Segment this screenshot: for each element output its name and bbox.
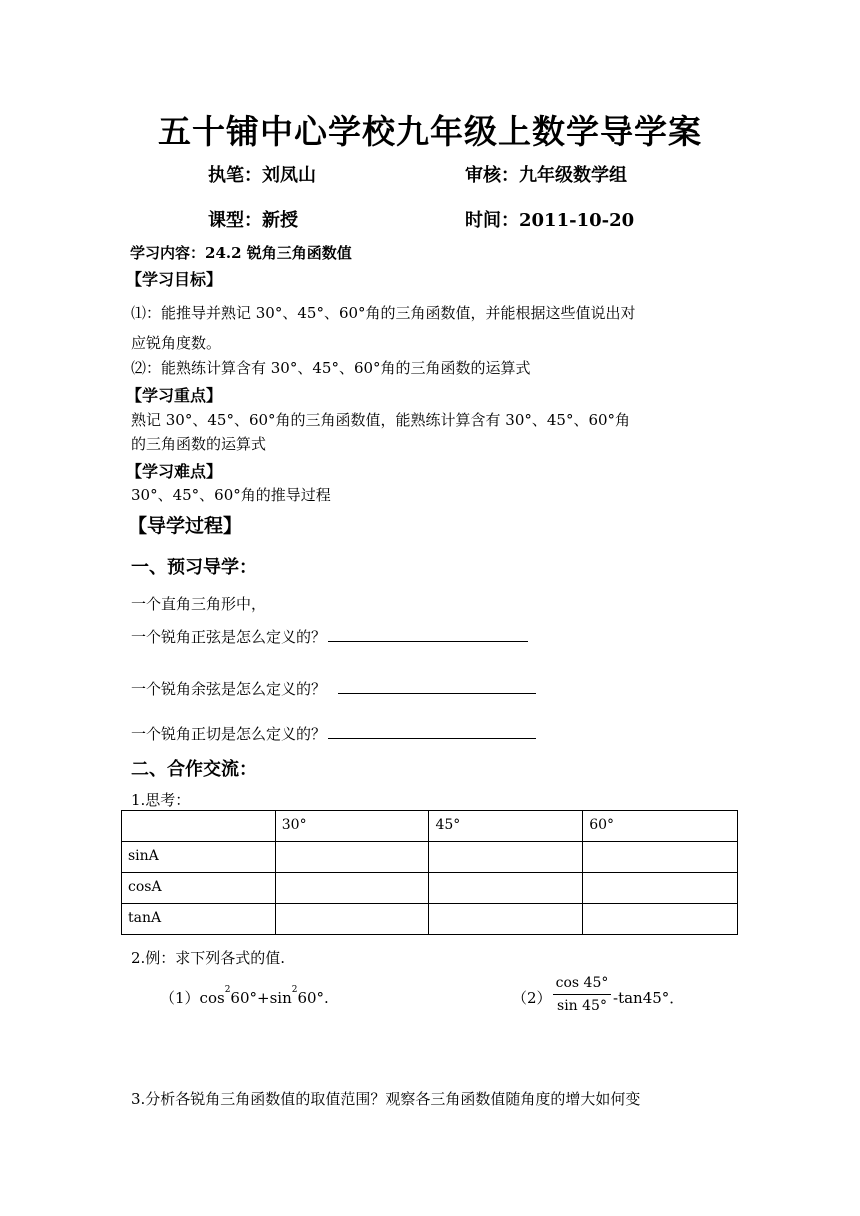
date: 时间：2011-10-20 xyxy=(465,210,635,231)
question-cosine xyxy=(131,678,536,699)
table-cell[interactable] xyxy=(275,873,429,904)
table-cell[interactable] xyxy=(429,904,583,935)
process-heading: 【导学过程】 xyxy=(128,515,243,537)
table-cell[interactable] xyxy=(429,842,583,873)
table-header-cell xyxy=(122,811,276,842)
key-points-heading: 【学习重点】 xyxy=(126,386,223,405)
superscript: 2 xyxy=(224,985,231,995)
question-3: 3.分析各锐角三角函数值的取值范围？观察各三角函数值随角度的增大如何变 xyxy=(131,1090,641,1108)
row-label-tan: tanA xyxy=(122,904,276,935)
table-row xyxy=(122,904,738,935)
question-cosine-label: 一个锐角余弦是怎么定义的？ xyxy=(131,680,327,698)
think-label: 1.思考： xyxy=(131,791,191,809)
goal-item-2: ⑵：能熟练计算含有 30°、45°、60°角的三角函数的运算式 xyxy=(131,359,531,377)
question-sine xyxy=(131,626,528,647)
table-header-row xyxy=(122,811,738,842)
example-2-suffix: -tan45°． xyxy=(613,989,685,1007)
answer-blank-cosine[interactable] xyxy=(338,679,536,694)
fraction-numerator: cos 45° xyxy=(555,975,609,991)
lesson-type: 课型：新授 xyxy=(208,210,298,231)
author: 执笔：刘凤山 xyxy=(208,165,316,186)
table-cell[interactable] xyxy=(275,842,429,873)
difficulties-line: 30°、45°、60°角的推导过程 xyxy=(131,486,331,504)
example-1-text: （1）cos xyxy=(160,989,225,1007)
question-sine-label: 一个锐角正弦是怎么定义的？ xyxy=(131,628,327,646)
fraction-bar xyxy=(553,994,611,995)
key-points-line-1: 熟记 30°、45°、60°角的三角函数值，能熟练计算含有 30°、45°、60°角 xyxy=(131,411,631,429)
goals-heading: 【学习目标】 xyxy=(126,270,223,289)
table-header-cell: 30° xyxy=(275,811,429,842)
answer-blank-tangent[interactable] xyxy=(328,724,536,739)
difficulties-heading: 【学习难点】 xyxy=(126,462,223,481)
key-points-line-2: 的三角函数的运算式 xyxy=(131,435,267,453)
trig-values-table xyxy=(121,810,738,935)
example-1-text: 60°+sin xyxy=(230,989,292,1007)
section-1-intro: 一个直角三角形中， xyxy=(131,595,267,613)
example-2-fraction xyxy=(553,975,611,1014)
table-cell[interactable] xyxy=(275,904,429,935)
fraction-denominator: sin 45° xyxy=(557,998,607,1014)
reviewer: 审核：九年级数学组 xyxy=(465,165,627,186)
content-label: 学习内容：24.2 锐角三角函数值 xyxy=(130,244,352,262)
table-row xyxy=(122,873,738,904)
table-row xyxy=(122,842,738,873)
row-label-cos: cosA xyxy=(122,873,276,904)
example-1 xyxy=(160,987,329,1008)
table-header-cell: 60° xyxy=(583,811,738,842)
goal-item-1-cont: 应锐角度数。 xyxy=(131,334,222,352)
section-2-heading: 二、合作交流： xyxy=(131,759,257,780)
page-title: 五十铺中心学校九年级上数学导学案 xyxy=(158,112,702,151)
answer-blank-sine[interactable] xyxy=(328,627,528,642)
row-label-sin: sinA xyxy=(122,842,276,873)
table-cell[interactable] xyxy=(583,904,738,935)
question-tangent-label: 一个锐角正切是怎么定义的？ xyxy=(131,725,327,743)
table-cell[interactable] xyxy=(583,842,738,873)
table-cell[interactable] xyxy=(583,873,738,904)
table-header-cell: 45° xyxy=(429,811,583,842)
example-label: 2.例：求下列各式的值. xyxy=(131,949,286,967)
section-1-heading: 一、预习导学： xyxy=(131,557,257,578)
superscript: 2 xyxy=(291,985,298,995)
example-2-prefix: （2） xyxy=(512,989,552,1007)
question-tangent xyxy=(131,723,536,744)
table-cell[interactable] xyxy=(429,873,583,904)
example-1-text: 60°. xyxy=(297,989,329,1007)
goal-item-1: ⑴：能推导并熟记 30°、45°、60°角的三角函数值，并能根据这些值说出对 xyxy=(131,304,636,322)
